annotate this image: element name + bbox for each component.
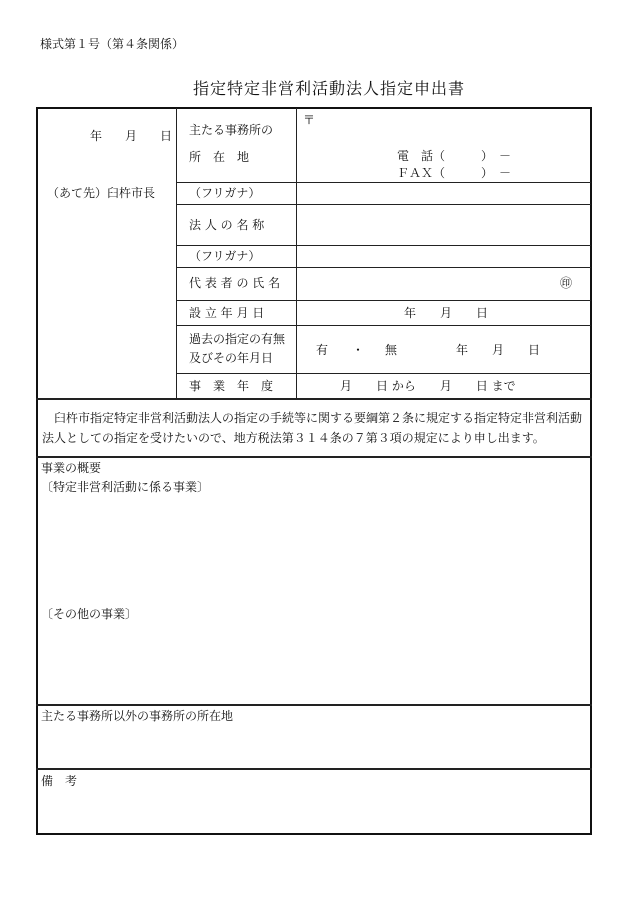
- business-summary-heading: 事業の概要: [41, 461, 102, 475]
- section-line-declaration: [36, 456, 592, 458]
- remarks-label: 備 考: [41, 774, 78, 788]
- office-address-label-1: 主たる事務所の: [189, 123, 274, 137]
- row-line: [176, 300, 591, 301]
- row-line: [176, 267, 591, 268]
- row-line: [176, 325, 591, 326]
- furigana-label-2: （フリガナ）: [189, 249, 261, 263]
- divider-label-column: [296, 108, 297, 398]
- row-line: [176, 204, 591, 205]
- row-line: [176, 373, 591, 374]
- past-date: 年 月 日: [456, 343, 541, 357]
- fiscal-year-label: 事 業 年 度: [189, 379, 274, 393]
- row-line: [176, 182, 591, 183]
- section-line-summary: [36, 704, 592, 706]
- date-year-label: 年: [90, 129, 103, 143]
- past-yes: 有: [316, 343, 329, 357]
- postal-mark: 〒: [303, 113, 316, 127]
- phone-field: 電 話（ ） －: [397, 149, 512, 163]
- past-designation-label-1: 過去の指定の有無: [189, 332, 286, 346]
- furigana-label-1: （フリガナ）: [189, 186, 261, 200]
- date-month-label: 月: [125, 129, 138, 143]
- nonprofit-business-label: 〔特定非営利活動に係る事業〕: [41, 480, 210, 494]
- past-designation-label-2: 及びその年月日: [189, 351, 274, 365]
- form-number: 様式第１号（第４条関係）: [40, 37, 185, 51]
- office-address-label-2: 所 在 地: [189, 150, 250, 164]
- seal-mark: ㊞: [560, 276, 573, 290]
- fiscal-year-value: 月 日 から 月 日 まで: [340, 379, 516, 393]
- page-title: 指定特定非営利活動法人指定申出書: [193, 79, 466, 98]
- fax-field: ＦＡＸ（ ） －: [397, 166, 512, 180]
- establish-date-value: 年 月 日: [404, 306, 489, 320]
- corp-name-label: 法 人 の 名 称: [189, 218, 265, 232]
- section-line-other-office: [36, 768, 592, 770]
- rep-name-label: 代 表 者 の 氏 名: [189, 276, 281, 290]
- date-day-label: 日: [160, 129, 173, 143]
- past-no: 無: [385, 343, 398, 357]
- other-office-label: 主たる事務所以外の事務所の所在地: [41, 709, 234, 723]
- other-business-label: 〔その他の事業〕: [41, 607, 138, 621]
- declaration-text: 臼杵市指定特定非営利活動法人の指定の手続等に関する要綱第２条に規定する指定特定非営利活動法人としての指定を受けたいので、地方税法第３１４条の７第３項の規定により申し出ます。: [42, 411, 583, 445]
- addressee: （あて先）臼杵市長: [47, 186, 156, 200]
- past-dot: ・: [352, 343, 365, 357]
- establish-date-label: 設 立 年 月 日: [189, 306, 265, 320]
- section-line-top: [36, 398, 592, 400]
- form-frame: [36, 107, 592, 835]
- row-line: [176, 245, 591, 246]
- divider-left-column: [176, 108, 177, 398]
